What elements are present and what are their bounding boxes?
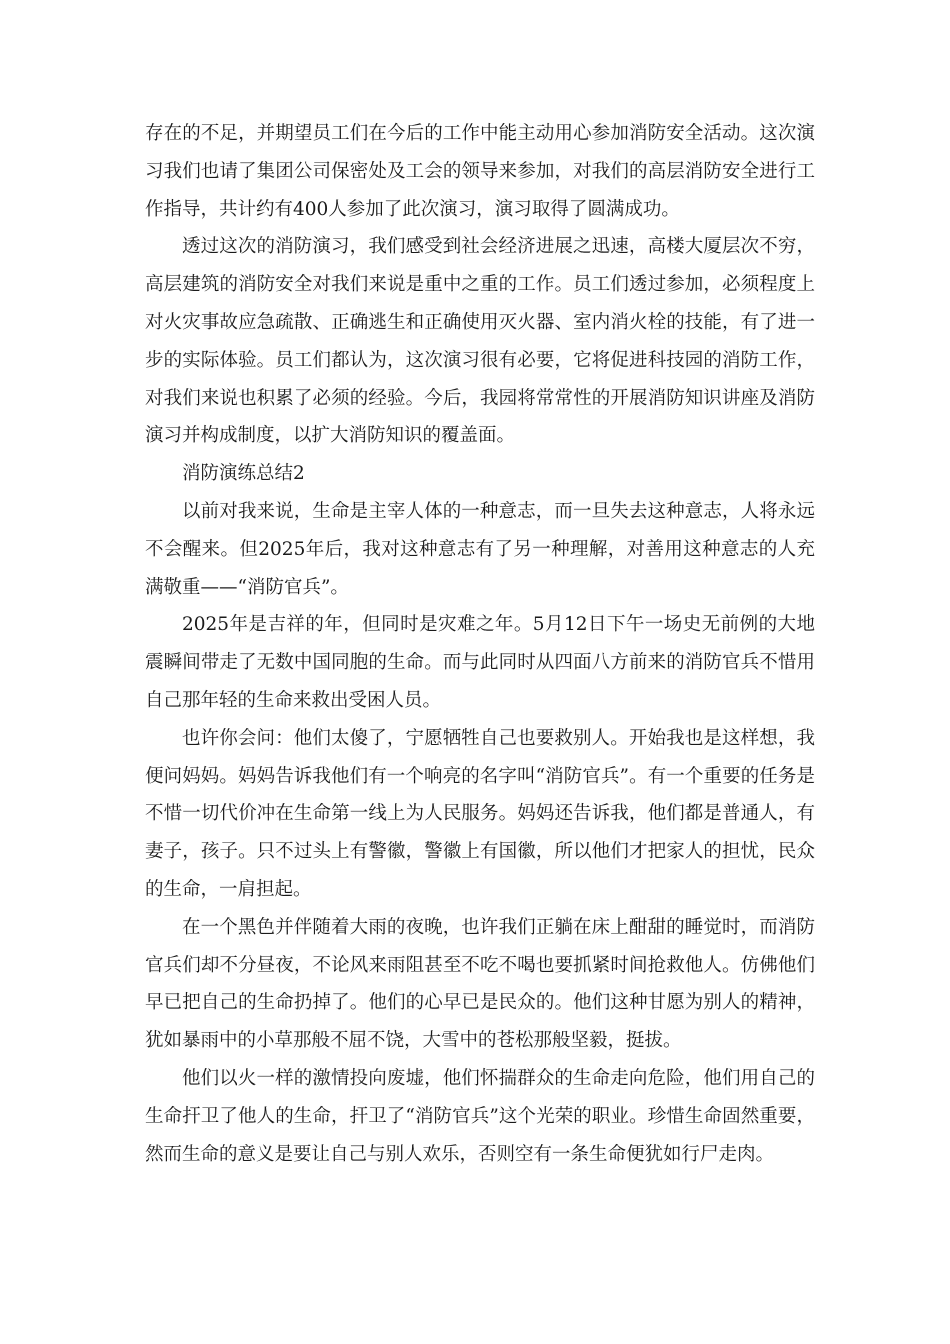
paragraph-drill-reflection: 透过这次的消防演习，我们感受到社会经济进展之迅速，高楼大厦层次不穷，高层建筑的消防安全对我们来说是重中之重的工作。员工们透过参加，必须程度上对火灾事故应急疏散、正确逃生和正确使用灭火器、室内消火栓的技能，有了进一步的实际体验。员工们都认为，这次演习很有必要，它将促进科技园的消防工作，对我们来说也积累了必须的经验。今后，我园将常常性的开展消防知识讲座及消防演习并构成制度，以扩大消防知识的覆盖面。 (145, 236, 815, 447)
document-body (145, 115, 815, 1173)
paragraph-earthquake: 2025年是吉祥的年，但同时是灾难之年。5月12日下午一场史无前例的大地震瞬间带走了无数中国同胞的生命。而与此同时从四面八方前来的消防官兵不惜用自己那年轻的生命来救出受困人员。 (145, 614, 815, 711)
paragraph-night: 在一个黑色并伴随着大雨的夜晚，也许我们正躺在床上酣甜的睡觉时，而消防官兵们却不分昼夜，不论风来雨阻甚至不吃不喝也要抓紧时间抢救他人。仿佛他们早已把自己的生命扔掉了。他们的心早已是民众的。他们这种甘愿为别人的精神，犹如暴雨中的小草那般不屈不饶，大雪中的苍松那般坚毅，挺拔。 (145, 916, 815, 1052)
paragraph-conclusion: 他们以火一样的激情投向废墟，他们怀揣群众的生命走向危险，他们用自己的生命扞卫了他人的生命，扞卫了“消防官兵”这个光荣的职业。珍惜生命固然重要，然而生命的意义是要让自己与别人欢乐，否则空有一条生命便犹如行尸走肉。 (145, 1067, 815, 1165)
paragraph-continued: 存在的不足，并期望员工们在今后的工作中能主动用心参加消防安全活动。这次演习我们也请了集团公司保密处及工会的领导来参加，对我们的高层消防安全进行工作指导，共计约有400人参加了此次演习，演习取得了圆满成功。 (145, 123, 815, 220)
paragraph-intro: 以前对我来说，生命是主宰人体的一种意志，而一旦失去这种意志，人将永远不会醒来。但2025年后，我对这种意志有了另一种理解，对善用这种意志的人充满敬重——“消防官兵”。 (145, 500, 815, 598)
section-heading: 消防演练总结2 (182, 463, 305, 485)
paragraph-mother: 也许你会问：他们太傻了，宁愿牺牲自己也要救别人。开始我也是这样想，我便问妈妈。妈妈告诉我他们有一个响亮的名字叫“消防官兵”。有一个重要的任务是不惜一切代价冲在生命第一线上为人民服务。妈妈还告诉我，他们都是普通人，有妻子，孩子。只不过头上有警徽，警徽上有国徽，所以他们才把家人的担忧，民众的生命，一肩担起。 (145, 727, 815, 900)
